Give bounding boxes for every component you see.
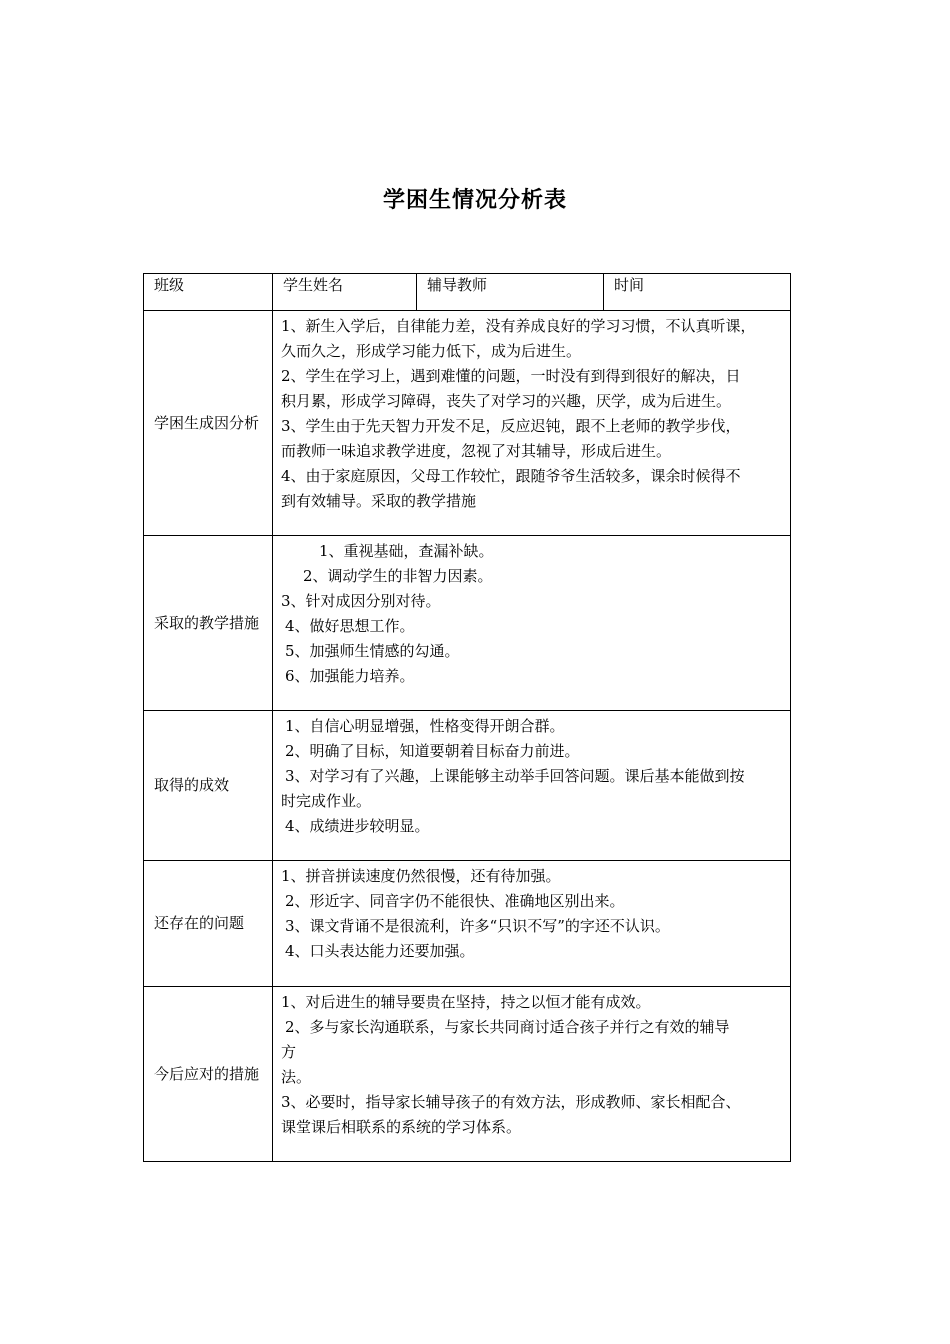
results-line: 2、明确了目标，知道要朝着目标奋力前进。 <box>285 742 580 760</box>
page-title: 学困生情况分析表 <box>382 188 567 213</box>
student-name-label: 学生姓名 <box>283 276 344 294</box>
teacher-label: 辅导教师 <box>427 276 488 294</box>
future-line: 3、必要时，指导家长辅导孩子的有效方法，形成教师、家长相配合、 <box>281 1093 741 1111</box>
class-header-cell <box>144 274 273 311</box>
problems-line: 3、课文背诵不是很流利，许多“只识不写”的字还不认识。 <box>285 917 670 935</box>
future-line: 2、多与家长沟通联系，与家长共同商讨适合孩子并行之有效的辅导 <box>285 1018 730 1036</box>
future-line: 方 <box>281 1043 297 1061</box>
measures-label: 采取的教学措施 <box>154 613 260 632</box>
causes-content-cell <box>273 311 791 536</box>
results-line: 4、成绩进步较明显。 <box>285 817 430 835</box>
results-row <box>144 711 791 861</box>
measures-line: 2、调动学生的非智力因素。 <box>303 567 493 585</box>
future-content-cell <box>273 987 791 1162</box>
future-line: 1、对后进生的辅导要贵在坚持，持之以恒才能有成效。 <box>281 993 651 1011</box>
problems-label-cell <box>144 861 273 987</box>
measures-line: 4、做好思想工作。 <box>285 617 415 635</box>
analysis-table <box>143 273 791 1162</box>
causes-line: 而教师一味追求教学进度，忽视了对其辅导，形成后进生。 <box>281 442 672 460</box>
problems-line: 1、拼音拼读速度仍然很慢，还有待加强。 <box>281 867 561 885</box>
causes-label: 学困生成因分析 <box>154 413 260 432</box>
measures-line: 1、重视基础，查漏补缺。 <box>319 542 494 560</box>
measures-label-cell <box>144 536 273 711</box>
causes-line: 积月累，形成学习障碍，丧失了对学习的兴趣，厌学，成为后进生。 <box>281 392 732 410</box>
problems-line: 2、形近字、同音字仍不能很快、准确地区别出来。 <box>285 892 625 910</box>
causes-line: 4、由于家庭原因，父母工作较忙，跟随爷爷生活较多，课余时候得不 <box>281 467 741 485</box>
time-label: 时间 <box>614 276 645 294</box>
measures-line: 5、加强师生情感的勾通。 <box>285 642 460 660</box>
header-row <box>144 274 791 311</box>
results-line: 1、自信心明显增强，性格变得开朗合群。 <box>285 717 565 735</box>
causes-line: 到有效辅导。采取的教学措施 <box>281 492 477 510</box>
teacher-header-cell <box>417 274 604 311</box>
measures-content-cell <box>273 536 791 711</box>
future-line: 课堂课后相联系的系统的学习体系。 <box>281 1118 522 1136</box>
causes-line: 3、学生由于先天智力开发不足，反应迟钝，跟不上老师的教学步伐， <box>281 417 741 435</box>
causes-label-cell <box>144 311 273 536</box>
problems-row <box>144 861 791 987</box>
results-line: 3、对学习有了兴趣，上课能够主动举手回答问题。课后基本能做到按 <box>285 767 745 785</box>
measures-line: 3、针对成因分别对待。 <box>281 592 441 610</box>
problems-label: 还存在的问题 <box>154 914 245 932</box>
time-header-cell <box>604 274 791 311</box>
problems-content-cell <box>273 861 791 987</box>
student-name-header-cell <box>273 274 417 311</box>
measures-line: 6、加强能力培养。 <box>285 667 415 685</box>
causes-row <box>144 311 791 536</box>
future-label-cell <box>144 987 273 1162</box>
causes-line: 久而久之，形成学习能力低下，成为后进生。 <box>281 342 582 360</box>
results-line: 时完成作业。 <box>281 792 372 810</box>
results-label-cell <box>144 711 273 861</box>
causes-line: 2、学生在学习上，遇到难懂的问题，一时没有到得到很好的解决，日 <box>281 367 741 385</box>
results-content-cell <box>273 711 791 861</box>
future-row <box>144 987 791 1162</box>
results-label: 取得的成效 <box>154 776 230 794</box>
causes-line: 1、新生入学后，自律能力差，没有养成良好的学习习惯，不认真听课， <box>281 317 756 335</box>
problems-line: 4、口头表达能力还要加强。 <box>285 942 475 960</box>
class-label: 班级 <box>154 276 185 294</box>
measures-row <box>144 536 791 711</box>
future-label: 今后应对的措施 <box>154 1064 260 1083</box>
future-line: 法。 <box>281 1068 312 1086</box>
